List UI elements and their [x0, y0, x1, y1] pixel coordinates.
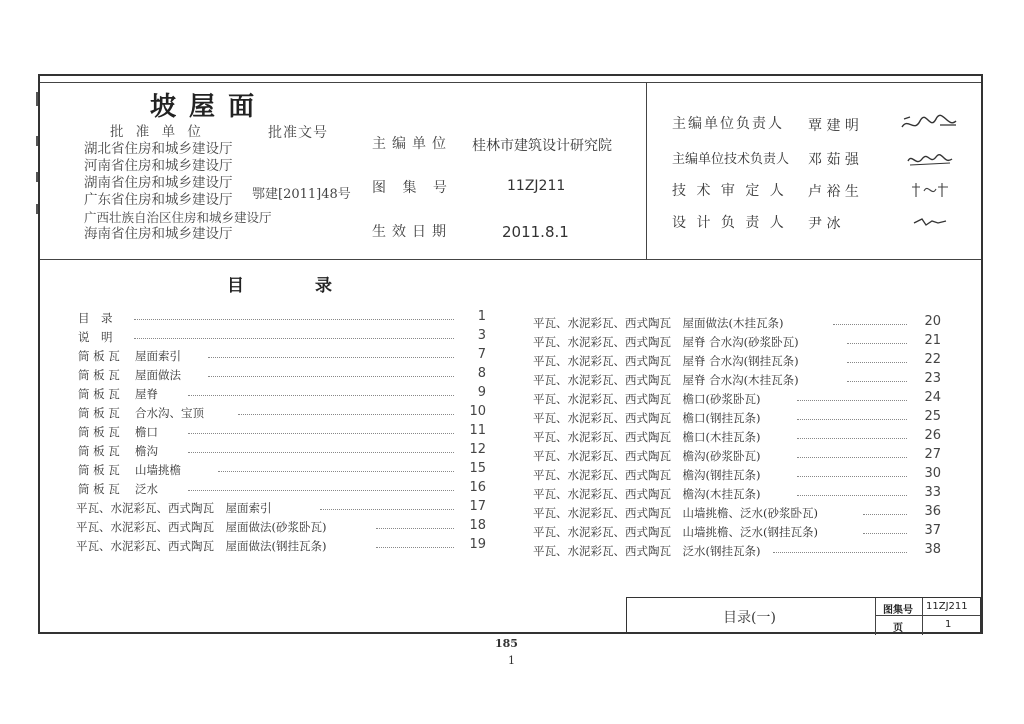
toc-entry-title: 平瓦、水泥彩瓦、西式陶瓦 屋面做法(钢挂瓦条): [76, 539, 327, 553]
toc-entry-page: 37: [924, 523, 941, 538]
toc-entry-title: 平瓦、水泥彩瓦、西式陶瓦 山墙挑檐、泛水(钢挂瓦条): [533, 525, 818, 539]
signature-image: [910, 181, 950, 199]
editor-unit-value: 桂林市建筑设计研究院: [472, 138, 612, 154]
toc-entry-title: 筒 板 瓦 屋面做法: [78, 368, 181, 382]
responsible-role: 技 术 审 定 人: [672, 183, 787, 199]
toc-entry[interactable]: [78, 386, 488, 405]
approval-unit: 河南省住房和城乡建设厅: [84, 158, 233, 174]
toc-entry-page: 30: [924, 466, 941, 481]
toc-entry-title: 平瓦、水泥彩瓦、西式陶瓦 屋面做法(木挂瓦条): [533, 316, 784, 330]
approval-unit: 湖南省住房和城乡建设厅: [84, 175, 233, 191]
signature-image: [906, 151, 954, 169]
header-vertical-divider: [646, 82, 647, 259]
editor-unit-label: 主编单位: [372, 136, 452, 152]
toc-entry-page: 10: [469, 404, 486, 419]
toc-entry-page: 12: [469, 442, 486, 457]
toc-entry[interactable]: [78, 310, 488, 329]
toc-entry-title: 平瓦、水泥彩瓦、西式陶瓦 檐口(砂浆卧瓦): [533, 392, 761, 406]
approval-unit: 湖北省住房和城乡建设厅: [84, 141, 233, 157]
toc-entry-page: 21: [924, 333, 941, 348]
responsible-name: 尹 冰: [808, 216, 841, 232]
toc-entry-page: 9: [477, 385, 486, 400]
atlas-no-value: 11ZJ211: [926, 601, 968, 612]
toc-entry-page: 23: [924, 371, 941, 386]
toc-entry-page: 25: [924, 409, 941, 424]
toc-entry-title: 筒 板 瓦 屋脊: [78, 387, 158, 401]
toc-entry[interactable]: [533, 372, 941, 391]
toc-entry[interactable]: [78, 405, 488, 424]
toc-entry[interactable]: [533, 543, 941, 562]
toc-entry[interactable]: [76, 519, 488, 538]
toc-entry-title: 筒 板 瓦 泛水: [78, 482, 158, 496]
responsible-name: 覃 建 明: [808, 118, 859, 134]
approval-units-label: 批 准 单 位: [110, 124, 205, 140]
toc-entry-title: 平瓦、水泥彩瓦、西式陶瓦 檐沟(钢挂瓦条): [533, 468, 761, 482]
header-divider: [40, 259, 981, 260]
toc-entry-page: 36: [924, 504, 941, 519]
book-title: 坡 屋 面: [150, 92, 257, 122]
toc-entry[interactable]: [78, 329, 488, 348]
effective-date-label: 生效日期: [372, 224, 452, 240]
toc-entry-title: 说 明: [78, 330, 113, 344]
toc-entry[interactable]: [533, 353, 941, 372]
toc-entry-title: 筒 板 瓦 檐沟: [78, 444, 158, 458]
toc-entry[interactable]: [533, 410, 941, 429]
effective-date-value: 2011.8.1: [502, 223, 569, 241]
approval-units-list: [84, 141, 272, 243]
atlas-no-value: 11ZJ211: [507, 178, 566, 194]
toc-right-column: [533, 315, 943, 565]
approval-doc-label: 批准文号: [268, 125, 328, 141]
approval-doc-value: 鄂建[2011]48号: [252, 187, 351, 202]
toc-entry[interactable]: [533, 524, 941, 543]
toc-entry-page: 3: [477, 328, 486, 343]
toc-entry-page: 38: [924, 542, 941, 557]
responsible-role: 主编单位负责人: [672, 116, 784, 132]
toc-entry-title: 平瓦、水泥彩瓦、西式陶瓦 檐口(木挂瓦条): [533, 430, 761, 444]
toc-entry[interactable]: [533, 429, 941, 448]
responsible-name: 邓 茹 强: [808, 152, 859, 168]
toc-entry-title: 筒 板 瓦 檐口: [78, 425, 158, 439]
toc-entry-page: 27: [924, 447, 941, 462]
toc-entry-title: 平瓦、水泥彩瓦、西式陶瓦 山墙挑檐、泛水(砂浆卧瓦): [533, 506, 818, 520]
toc-entry-title: 筒 板 瓦 屋面索引: [78, 349, 181, 363]
toc-title: 目 录: [227, 276, 333, 296]
toc-entry-page: 1: [477, 309, 486, 324]
toc-entry[interactable]: [533, 315, 941, 334]
toc-entry-page: 18: [469, 518, 486, 533]
toc-entry-title: 平瓦、水泥彩瓦、西式陶瓦 屋面索引: [76, 501, 272, 515]
toc-entry[interactable]: [78, 481, 488, 500]
approval-unit: 广西壮族自治区住房和城乡建设厅: [84, 210, 272, 225]
toc-entry-title: 平瓦、水泥彩瓦、西式陶瓦 屋脊 合水沟(木挂瓦条): [533, 373, 799, 387]
toc-entry[interactable]: [78, 348, 488, 367]
atlas-no-label: 图 集 号: [372, 180, 453, 196]
toc-entry-title: 筒 板 瓦 山墙挑檐: [78, 463, 181, 477]
toc-entry-title: 平瓦、水泥彩瓦、西式陶瓦 屋面做法(砂浆卧瓦): [76, 520, 327, 534]
approval-unit: 广东省住房和城乡建设厅: [84, 192, 233, 208]
toc-entry-page: 17: [469, 499, 486, 514]
responsible-name: 卢 裕 生: [808, 184, 859, 200]
toc-entry[interactable]: [78, 443, 488, 462]
title-block: [626, 597, 981, 634]
toc-entry[interactable]: [78, 424, 488, 443]
toc-entry-page: 22: [924, 352, 941, 367]
toc-entry-title: 平瓦、水泥彩瓦、西式陶瓦 檐口(钢挂瓦条): [533, 411, 761, 425]
toc-entry[interactable]: [78, 367, 488, 386]
toc-entry-page: 11: [469, 423, 486, 438]
responsible-role: 设 计 负 责 人: [672, 215, 787, 231]
toc-entry-page: 33: [924, 485, 941, 500]
signature-image: [900, 113, 960, 137]
toc-entry-page: 24: [924, 390, 941, 405]
toc-entry-title: 筒 板 瓦 合水沟、宝顶: [78, 406, 204, 420]
toc-entry[interactable]: [533, 486, 941, 505]
toc-entry-page: 16: [469, 480, 486, 495]
responsible-role: 主编单位技术负责人: [672, 152, 790, 167]
toc-entry[interactable]: [533, 334, 941, 353]
toc-entry-page: 8: [477, 366, 486, 381]
page-label: 页: [893, 623, 903, 634]
toc-entry-title: 平瓦、水泥彩瓦、西式陶瓦 檐沟(砂浆卧瓦): [533, 449, 761, 463]
toc-entry[interactable]: [533, 448, 941, 467]
toc-entry[interactable]: [533, 505, 941, 524]
toc-entry-title: 目 录: [78, 311, 113, 325]
sheet-name: 目录(一): [723, 610, 776, 626]
scan-page-number: 1: [508, 654, 515, 667]
toc-left-column: [78, 310, 490, 560]
toc-entry[interactable]: [78, 462, 488, 481]
approval-unit: 海南省住房和城乡建设厅: [84, 226, 233, 242]
toc-entry[interactable]: [76, 538, 488, 557]
toc-entry[interactable]: [533, 391, 941, 410]
page-value: 1: [945, 619, 952, 630]
atlas-no-label: 图集号: [883, 605, 913, 616]
toc-entry-page: 26: [924, 428, 941, 443]
toc-entry-title: 平瓦、水泥彩瓦、西式陶瓦 屋脊 合水沟(砂浆卧瓦): [533, 335, 799, 349]
signature-image: [912, 215, 948, 229]
book-page-number: 185: [495, 637, 518, 650]
toc-entry-page: 20: [924, 314, 941, 329]
toc-entry-page: 15: [469, 461, 486, 476]
toc-entry-title: 平瓦、水泥彩瓦、西式陶瓦 泛水(钢挂瓦条): [533, 544, 761, 558]
header-top-line: [40, 82, 981, 83]
toc-entry-title: 平瓦、水泥彩瓦、西式陶瓦 檐沟(木挂瓦条): [533, 487, 761, 501]
toc-entry-page: 7: [477, 347, 486, 362]
toc-entry[interactable]: [533, 467, 941, 486]
toc-entry-page: 19: [469, 537, 486, 552]
toc-entry[interactable]: [76, 500, 488, 519]
toc-entry-title: 平瓦、水泥彩瓦、西式陶瓦 屋脊 合水沟(钢挂瓦条): [533, 354, 799, 368]
